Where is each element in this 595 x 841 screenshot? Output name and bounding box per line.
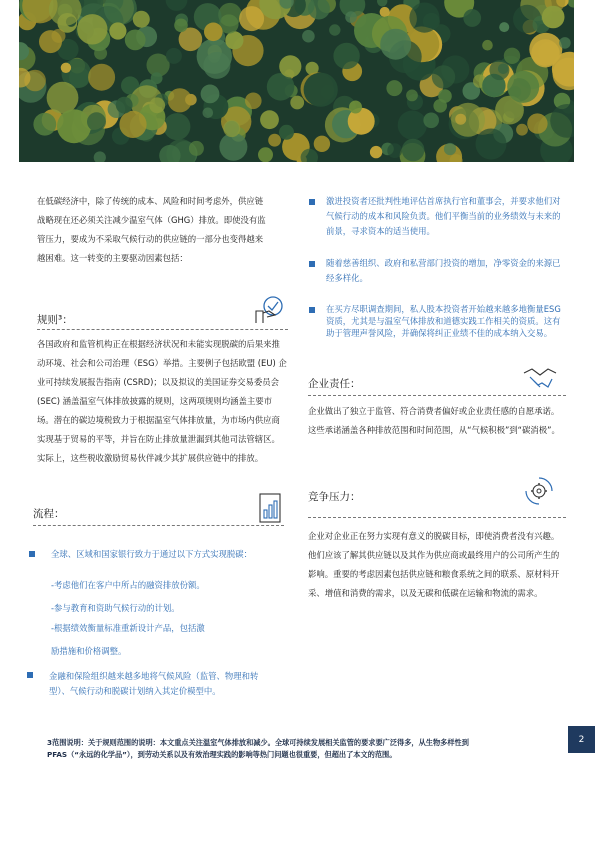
private-equity-bullet: 在买方尽职调查期间，私人股本投资者开始越来越多地衡量ESG资质，尤其是与温室气体排放和道德实践工作相关的资质。这有助于管理声誉风险，并确保将纠正业绩不佳的成本纳入交易。 — [326, 304, 561, 338]
tree-crown — [133, 11, 150, 28]
tree-crown — [203, 52, 230, 79]
hand-check-icon — [253, 293, 287, 329]
tree-crown — [77, 14, 107, 44]
regulation-divider — [37, 329, 288, 330]
footnote: 3范围说明：关于规则范围的说明：本文重点关注温室气体排放和减少。全球可持续发展相关监管的要求要广泛得多，从生物多样性到PFAS（“永远的化学品”），到劳动关系以及有效治理实践的影响等热门问题也很重要，但超出了本文的范围。 — [47, 738, 469, 759]
tree-crown — [559, 37, 571, 49]
tree-crown — [189, 141, 204, 156]
forest-photo — [19, 0, 574, 162]
tree-crown — [438, 89, 452, 103]
competition-heading: 竞争压力： — [308, 491, 361, 503]
tree-crown — [258, 147, 273, 162]
competition-paragraph: 企业对企业正在努力实现有意义的脱碳目标，即使消费者没有兴趣。他们应该了解其供应链以及其作为供应商或最终用户的公司所产生的影响。重要的考虑因素包括供应链和粮食系统之间的联系、原材料开采、增值和消费的需求，以及无碳和低碳在运输和物流的需求。 — [308, 531, 560, 598]
tree-crown — [504, 48, 520, 64]
tree-crown — [279, 125, 294, 140]
tree-crown — [444, 143, 456, 155]
tree-crown — [527, 113, 547, 133]
process-divider — [33, 525, 284, 526]
tree-crown — [61, 63, 71, 73]
tree-crown — [499, 22, 509, 32]
investor-bullet: 激进投资者还批判性地评估首席执行官和董事会，并要求他们对气候行动的成本和风险负责。他们平衡当前的业务绩效与未来的前景，寻求资本的适当使用。 — [326, 196, 561, 236]
tree-crown — [290, 96, 304, 110]
bullet-marker — [309, 307, 315, 313]
tree-crown — [380, 29, 411, 60]
tree-crown — [304, 73, 338, 107]
tree-crown — [268, 134, 281, 147]
process-heading: 流程： — [33, 508, 65, 520]
tree-crown — [57, 109, 91, 143]
tree-crown — [455, 114, 466, 125]
tree-crown — [432, 65, 455, 88]
tree-crown — [119, 111, 146, 138]
tree-crown — [302, 30, 315, 43]
process-sub-item: -参与教育和资助气候行动的计划。 — [51, 603, 180, 613]
tree-crown — [116, 97, 133, 114]
tree-crown — [398, 111, 427, 140]
bullet-marker — [309, 199, 315, 205]
gear-cycle-icon — [523, 475, 555, 511]
process-sub-item: 励措施和价格调整。 — [51, 646, 127, 656]
tree-crown — [47, 82, 79, 114]
tree-crown — [201, 85, 220, 104]
tree-crown — [204, 23, 223, 42]
process-sub-item: -根据绩效衡量标准重新设计产品，包括激 — [51, 623, 205, 633]
tree-crown — [349, 101, 362, 114]
tree-crown — [387, 143, 402, 158]
tree-crown — [402, 139, 425, 162]
tree-crown — [279, 55, 301, 77]
tree-crown — [88, 64, 115, 91]
tree-crown — [423, 113, 439, 129]
process-bullet: 金融和保险组织越来越多地将气候风险（监管、物理和转型）、气候行动和脱碳计划纳入其定价模型中。 — [49, 671, 259, 696]
tree-crown — [223, 120, 240, 137]
tree-crown — [345, 11, 357, 23]
tree-crown — [380, 7, 390, 17]
tree-crown — [329, 24, 340, 35]
tree-crown — [174, 19, 188, 33]
tree-crown — [489, 60, 509, 80]
tree-crown — [33, 113, 56, 136]
tree-crown — [245, 93, 262, 110]
tree-crown — [87, 112, 106, 131]
tree-crown — [531, 39, 559, 67]
funding-bullet: 随着慈善组织、政府和私营部门投资的增加，净零资金的来源已经多样化。 — [326, 258, 561, 283]
tree-crown — [149, 97, 165, 113]
process-bullet: 全球、区域和国家银行致力于通过以下方式实现脱碳： — [51, 549, 252, 559]
responsibility-paragraph: 企业做出了独立于监管、符合消费者偏好或企业责任感的自愿承诺。这些承诺涵盖各种排放范围和时间范围，从“气候积极”到“碳消极”。 — [308, 406, 560, 435]
tree-crown — [476, 129, 507, 160]
tree-crown — [314, 136, 330, 152]
bullet-marker — [27, 672, 33, 678]
tree-crown — [386, 80, 402, 96]
bullet-marker — [309, 261, 315, 267]
tree-crown — [203, 108, 214, 119]
intro-paragraph: 在低碳经济中，除了传统的成本、风险和时间考虑外，供应链战略现在还必须关注减少温室气体（GHG）排放。即使没有监管压力，要成为不采取气候行动的供应链的一部分也变得越来越困难。这一转变的主要驱动因素包括： — [37, 196, 266, 263]
tree-crown — [225, 31, 243, 49]
tree-crown — [406, 90, 418, 102]
tree-crown — [109, 22, 126, 39]
process-sub-item: -考虑他们在客户中所占的融资排放份额。 — [51, 580, 205, 590]
regulation-heading: 规则³： — [37, 314, 73, 326]
handshake-icon — [522, 361, 558, 397]
tree-crown — [125, 30, 146, 51]
tree-crown — [370, 146, 382, 158]
responsibility-heading: 企业责任： — [308, 378, 361, 390]
tree-crown — [52, 29, 66, 43]
bullet-marker — [29, 551, 35, 557]
tree-crown — [260, 110, 279, 129]
tree-crown — [333, 43, 359, 69]
tree-crown — [168, 88, 192, 112]
tree-crown — [482, 40, 493, 51]
responsibility-divider — [308, 395, 566, 396]
page-number: 2 — [568, 726, 595, 753]
regulation-paragraph: 各国政府和监管机构正在根据经济状况和未能实现脱碳的后果来推动环境、社会和公司治理（ESG）举措。主要例子包括欧盟 (EU) 企业可持续发展报告指南 (CSRD)；以及拟议的美国证券交易委员会 (SEC) 涵盖温室气体排放披露的规则，这两项规则均涵盖主要市场。潜在的碳边境税致力于根据温室气体排放量，为市场内供应商实现基于贸易的平等，并旨在防止排放量泄漏到其他司法管辖区。实际上，这些税收激励贸易伙伴减少其扩展供应链中的排放。 — [37, 339, 287, 463]
tree-crown — [542, 6, 565, 29]
competition-divider — [308, 517, 566, 518]
tree-crown — [163, 113, 190, 140]
tree-crown — [409, 3, 439, 33]
tree-crown — [151, 72, 163, 84]
tree-crown — [516, 124, 528, 136]
tree-crown — [219, 133, 247, 161]
tree-crown — [239, 6, 264, 31]
tree-crown — [166, 48, 182, 64]
tree-crown — [507, 71, 539, 103]
tree-crown — [463, 9, 481, 27]
